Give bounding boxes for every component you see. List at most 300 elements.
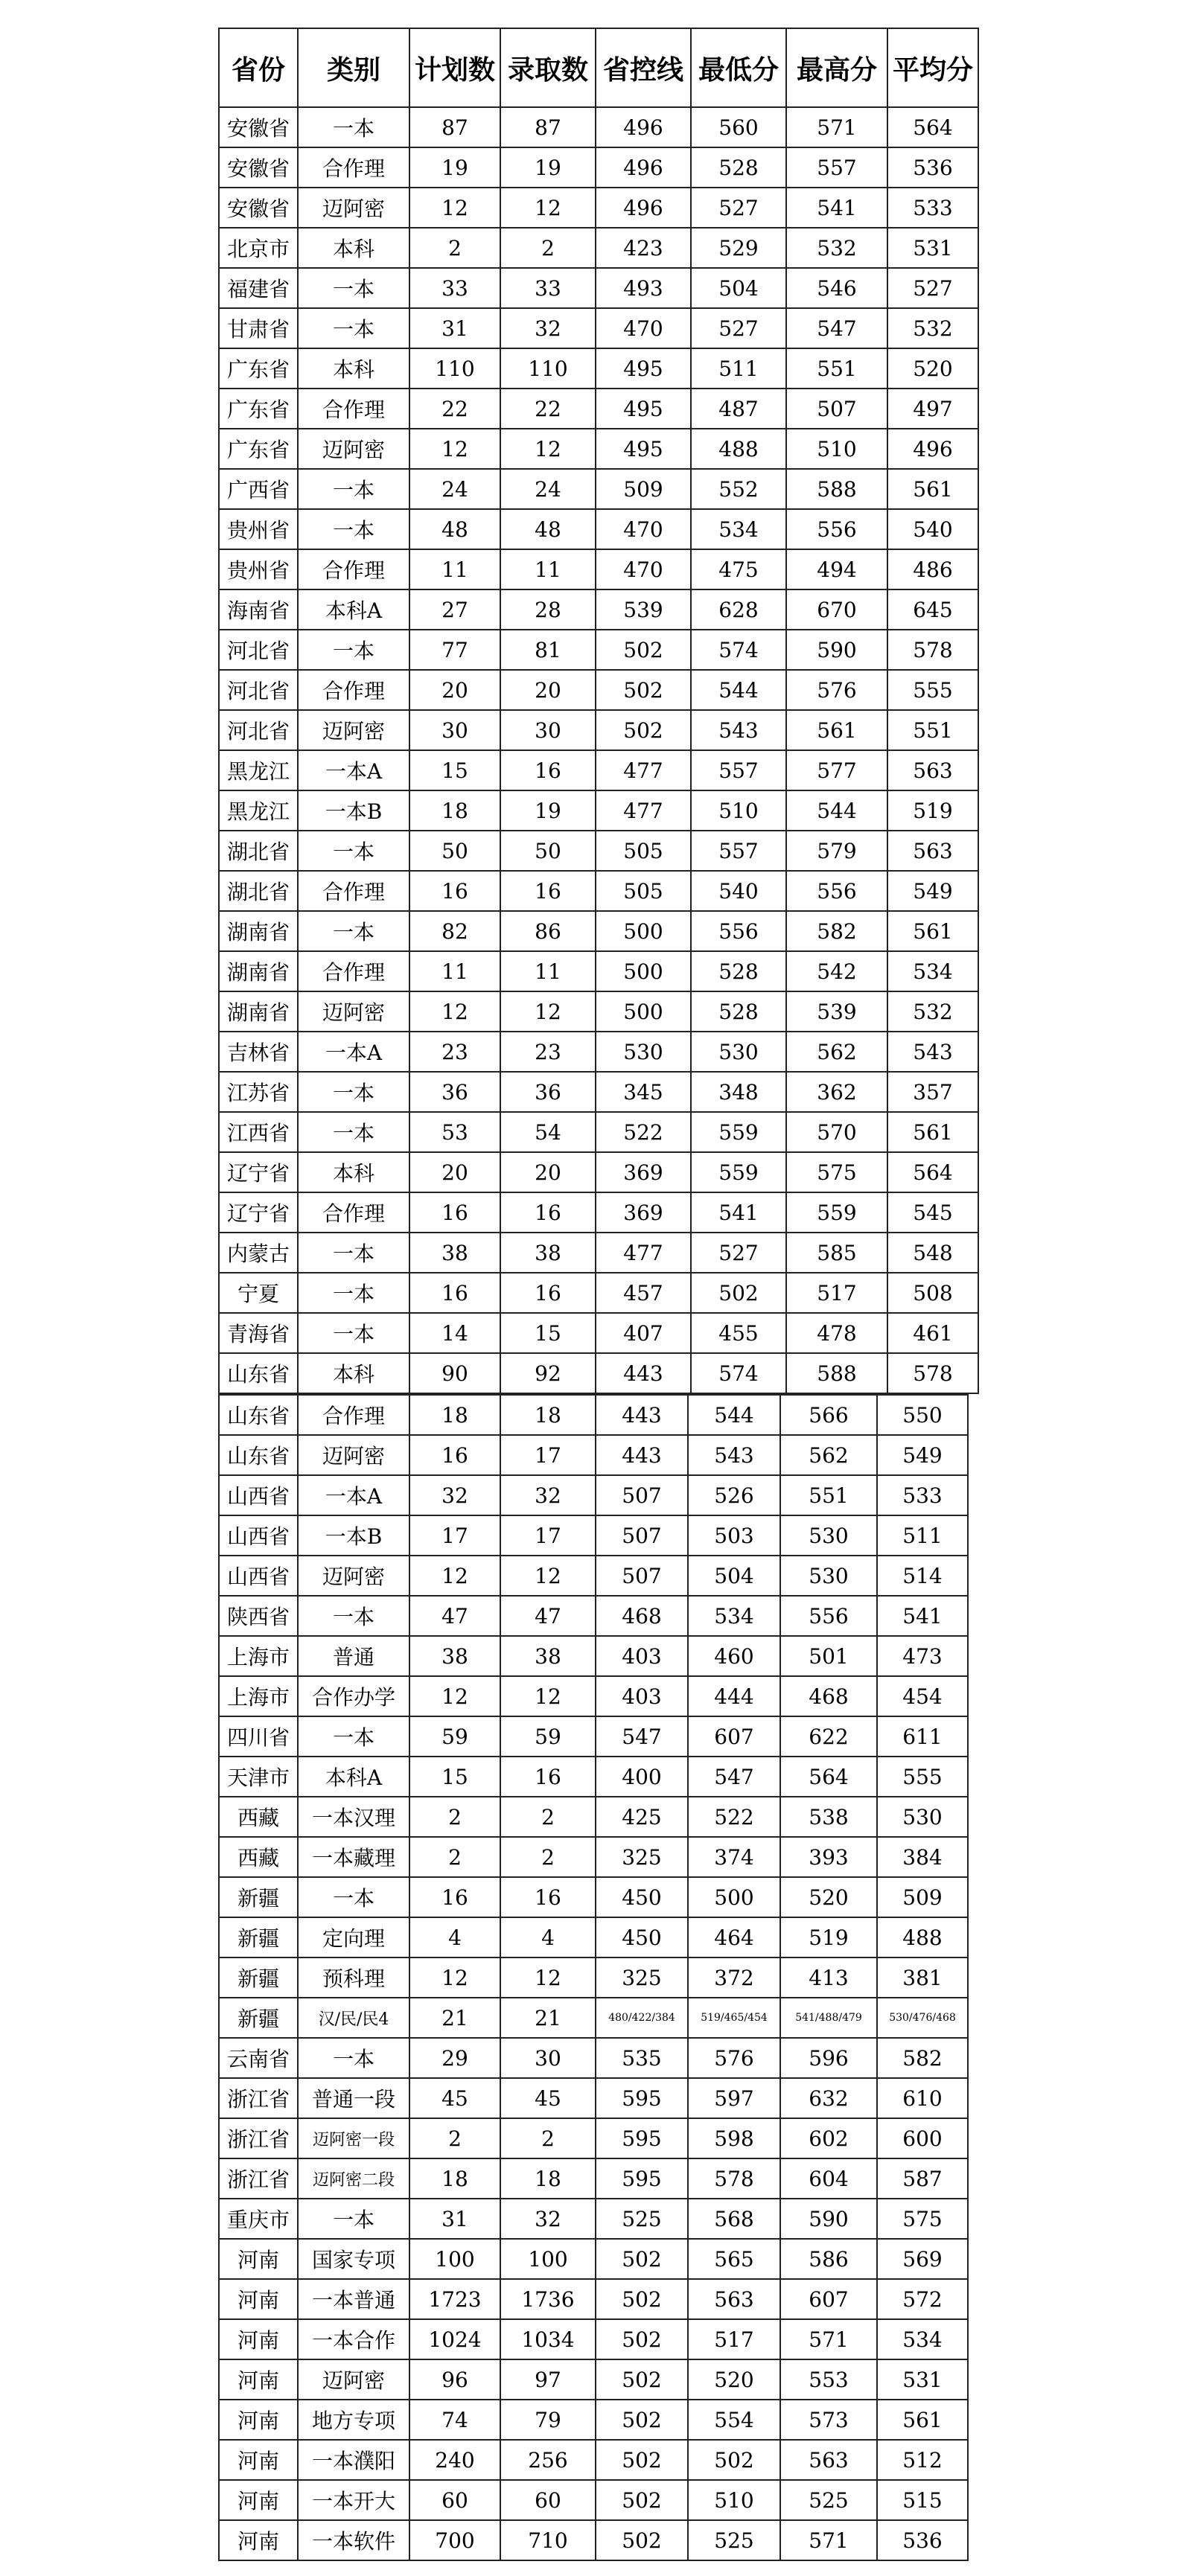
table-row: [219, 1957, 968, 1998]
table-cell: 新疆: [219, 1957, 298, 1998]
table-row: [219, 1313, 978, 1353]
table-cell: 海南省: [219, 589, 298, 630]
table-cell: 496: [596, 188, 691, 228]
table-row: [219, 1716, 968, 1757]
header-cell: 计划数: [409, 28, 500, 107]
table-cell: 510: [786, 429, 887, 469]
table-cell: 合作办学: [298, 1676, 409, 1716]
table-cell: 迈阿密: [298, 429, 409, 469]
table-row: [219, 1837, 968, 1877]
table-cell: 23: [409, 1032, 500, 1072]
table-cell: 重庆市: [219, 2199, 298, 2239]
header-cell: 省份: [219, 28, 298, 107]
table-cell: 西藏: [219, 1797, 298, 1837]
table-cell: 393: [780, 1837, 877, 1877]
table-cell: 贵州省: [219, 549, 298, 589]
table-row: [219, 670, 978, 710]
table-cell: 110: [409, 348, 500, 389]
table-cell: 45: [409, 2078, 500, 2118]
table-cell: 348: [691, 1072, 786, 1112]
table-cell: 539: [786, 991, 887, 1032]
table-row: [219, 308, 978, 348]
table-cell: 534: [887, 951, 978, 991]
table-cell: 一本: [298, 1877, 409, 1917]
table-row: [219, 2038, 968, 2078]
admission-score-table-lower: [218, 1394, 969, 2561]
table-cell: 600: [877, 2118, 968, 2158]
table-cell: 563: [688, 2279, 780, 2319]
table-cell: 502: [596, 2359, 688, 2400]
table-cell: 545: [887, 1192, 978, 1233]
table-cell: 548: [887, 1233, 978, 1273]
table-cell: 517: [688, 2319, 780, 2359]
table-cell: 18: [500, 2158, 596, 2199]
table-row: [219, 1797, 968, 1837]
table-cell: 527: [887, 268, 978, 308]
table-cell: 611: [877, 1716, 968, 1757]
table-cell: 一本软件: [298, 2520, 409, 2560]
table-cell: 54: [500, 1112, 596, 1152]
table-cell: 413: [780, 1957, 877, 1998]
table-cell: 16: [500, 750, 596, 790]
table-cell: 632: [780, 2078, 877, 2118]
table-cell: 565: [688, 2239, 780, 2279]
table-row: [219, 549, 978, 589]
table-cell: 509: [877, 1877, 968, 1917]
table-cell: 河北省: [219, 670, 298, 710]
table-cell: 38: [500, 1233, 596, 1273]
table-cell: 556: [786, 871, 887, 911]
table-cell: 547: [596, 1716, 688, 1757]
table-cell: 509: [596, 469, 691, 509]
table-cell: 502: [688, 2440, 780, 2480]
table-cell: 一本濮阳: [298, 2440, 409, 2480]
table-row: [219, 228, 978, 268]
table-cell: 502: [596, 2319, 688, 2359]
table-cell: 507: [596, 1515, 688, 1556]
table-cell: 500: [596, 991, 691, 1032]
table-cell: 535: [596, 2038, 688, 2078]
table-cell: 38: [409, 1636, 500, 1676]
table-cell: 407: [596, 1313, 691, 1353]
table-cell: 551: [887, 710, 978, 750]
table-cell: 571: [786, 107, 887, 147]
table-cell: 一本: [298, 308, 409, 348]
table-cell: 345: [596, 1072, 691, 1112]
table-cell: 本科: [298, 1353, 409, 1393]
table-cell: 551: [780, 1475, 877, 1515]
table-row: [219, 710, 978, 750]
table-cell: 595: [596, 2118, 688, 2158]
table-row: [219, 1112, 978, 1152]
table-cell: 496: [596, 147, 691, 188]
table-cell: 82: [409, 911, 500, 951]
table-row: [219, 2480, 968, 2520]
table-cell: 湖南省: [219, 991, 298, 1032]
table-cell: 540: [691, 871, 786, 911]
table-cell: 15: [409, 1757, 500, 1797]
table-cell: 550: [877, 1395, 968, 1435]
table-cell: 14: [409, 1313, 500, 1353]
table-cell: 530: [877, 1797, 968, 1837]
table-cell: 540: [887, 509, 978, 549]
table-row: [219, 389, 978, 429]
table-cell: 504: [691, 268, 786, 308]
table-cell: 622: [780, 1716, 877, 1757]
table-cell: 561: [786, 710, 887, 750]
table-cell: 400: [596, 1757, 688, 1797]
table-cell: 530/476/468: [877, 1998, 968, 2038]
table-cell: 532: [887, 308, 978, 348]
header-cell: 最低分: [691, 28, 786, 107]
table-cell: 32: [500, 308, 596, 348]
table-cell: 543: [688, 1435, 780, 1475]
table-cell: 一本A: [298, 1032, 409, 1072]
table-cell: 2: [409, 1797, 500, 1837]
table-body-upper: [219, 107, 978, 1393]
table-cell: 安徽省: [219, 107, 298, 147]
table-row: [219, 147, 978, 188]
table-cell: 504: [688, 1556, 780, 1596]
table-cell: 560: [691, 107, 786, 147]
table-cell: 510: [691, 790, 786, 831]
table-cell: 515: [877, 2480, 968, 2520]
table-cell: 迈阿密二段: [298, 2158, 409, 2199]
table-cell: 362: [786, 1072, 887, 1112]
table-cell: 566: [780, 1395, 877, 1435]
table-cell: 32: [500, 2199, 596, 2239]
table-cell: 555: [877, 1757, 968, 1797]
table-cell: 西藏: [219, 1837, 298, 1877]
table-cell: 合作理: [298, 670, 409, 710]
table-cell: 合作理: [298, 147, 409, 188]
table-cell: 30: [409, 710, 500, 750]
table-cell: 90: [409, 1353, 500, 1393]
table-cell: 迈阿密: [298, 1556, 409, 1596]
table-cell: 495: [596, 429, 691, 469]
table-cell: 16: [500, 1273, 596, 1313]
table-cell: 528: [691, 147, 786, 188]
table-cell: 2: [409, 228, 500, 268]
table-cell: 4: [409, 1917, 500, 1957]
table-cell: 325: [596, 1957, 688, 1998]
table-cell: 60: [409, 2480, 500, 2520]
table-cell: 18: [500, 1395, 596, 1435]
table-header-row: [219, 28, 978, 107]
table-cell: 495: [596, 348, 691, 389]
table-cell: 47: [500, 1596, 596, 1636]
table-cell: 贵州省: [219, 509, 298, 549]
header-cell: 最高分: [786, 28, 887, 107]
table-cell: 541: [691, 1192, 786, 1233]
table-cell: 59: [409, 1716, 500, 1757]
table-cell: 广东省: [219, 389, 298, 429]
table-cell: 湖北省: [219, 831, 298, 871]
table-cell: 汉/民/民4: [298, 1998, 409, 2038]
table-cell: 502: [596, 670, 691, 710]
table-cell: 461: [887, 1313, 978, 1353]
table-cell: 507: [596, 1556, 688, 1596]
table-cell: 526: [688, 1475, 780, 1515]
table-cell: 473: [877, 1636, 968, 1676]
table-cell: 广东省: [219, 348, 298, 389]
table-cell: 21: [500, 1998, 596, 2038]
table-cell: 1723: [409, 2279, 500, 2319]
table-cell: 590: [786, 630, 887, 670]
table-cell: 湖北省: [219, 871, 298, 911]
table-cell: 628: [691, 589, 786, 630]
table-cell: 河南: [219, 2400, 298, 2440]
table-cell: 477: [596, 1233, 691, 1273]
table-cell: 530: [780, 1515, 877, 1556]
table-cell: 11: [409, 951, 500, 991]
table-cell: 59: [500, 1716, 596, 1757]
table-row: [219, 2239, 968, 2279]
table-cell: 514: [877, 1556, 968, 1596]
table-cell: 598: [688, 2118, 780, 2158]
table-cell: 532: [887, 991, 978, 1032]
table-cell: 525: [596, 2199, 688, 2239]
table-cell: 16: [500, 1192, 596, 1233]
table-cell: 468: [596, 1596, 688, 1636]
table-cell: 579: [786, 831, 887, 871]
table-cell: 合作理: [298, 389, 409, 429]
table-cell: 24: [409, 469, 500, 509]
table-cell: 488: [691, 429, 786, 469]
table-cell: 555: [887, 670, 978, 710]
table-cell: 12: [409, 429, 500, 469]
table-cell: 475: [691, 549, 786, 589]
table-cell: 470: [596, 308, 691, 348]
table-cell: 本科: [298, 348, 409, 389]
table-cell: 12: [500, 1676, 596, 1716]
table-cell: 河南: [219, 2480, 298, 2520]
table-row: [219, 1757, 968, 1797]
table-cell: 502: [596, 2520, 688, 2560]
table-cell: 582: [786, 911, 887, 951]
table-cell: 浙江省: [219, 2158, 298, 2199]
header-cell: 平均分: [887, 28, 978, 107]
table-cell: 12: [500, 429, 596, 469]
table-cell: 477: [596, 750, 691, 790]
table-cell: 一本A: [298, 750, 409, 790]
table-cell: 合作理: [298, 549, 409, 589]
table-cell: 450: [596, 1917, 688, 1957]
table-cell: 38: [409, 1233, 500, 1273]
table-row: [219, 991, 978, 1032]
table-cell: 511: [877, 1515, 968, 1556]
table-cell: 12: [409, 1957, 500, 1998]
table-row: [219, 630, 978, 670]
table-cell: 561: [887, 911, 978, 951]
table-row: [219, 2440, 968, 2480]
table-cell: 256: [500, 2440, 596, 2480]
table-row: [219, 2520, 968, 2560]
table-cell: 530: [780, 1556, 877, 1596]
table-cell: 541: [786, 188, 887, 228]
table-cell: 574: [691, 630, 786, 670]
table-cell: 一本: [298, 630, 409, 670]
table-cell: 561: [887, 469, 978, 509]
table-cell: 578: [887, 1353, 978, 1393]
table-cell: 迈阿密: [298, 1435, 409, 1475]
table-cell: 556: [780, 1596, 877, 1636]
table-cell: 563: [887, 750, 978, 790]
table-cell: 240: [409, 2440, 500, 2480]
table-cell: 495: [596, 389, 691, 429]
table-cell: 合作理: [298, 871, 409, 911]
table-cell: 38: [500, 1636, 596, 1676]
table-cell: 563: [887, 831, 978, 871]
table-cell: 48: [409, 509, 500, 549]
table-cell: 520: [887, 348, 978, 389]
table-cell: 502: [596, 2400, 688, 2440]
table-cell: 吉林省: [219, 1032, 298, 1072]
table-cell: 上海市: [219, 1676, 298, 1716]
table-cell: 迈阿密: [298, 188, 409, 228]
table-row: [219, 1636, 968, 1676]
table-cell: 12: [500, 991, 596, 1032]
table-cell: 36: [500, 1072, 596, 1112]
table-row: [219, 1395, 968, 1435]
table-cell: 487: [691, 389, 786, 429]
table-cell: 一本: [298, 2038, 409, 2078]
table-row: [219, 1475, 968, 1515]
table-cell: 新疆: [219, 1917, 298, 1957]
table-cell: 546: [786, 268, 887, 308]
table-cell: 湖南省: [219, 951, 298, 991]
table-cell: 宁夏: [219, 1273, 298, 1313]
table-cell: 河南: [219, 2319, 298, 2359]
table-cell: 47: [409, 1596, 500, 1636]
table-cell: 18: [409, 790, 500, 831]
table-cell: 国家专项: [298, 2239, 409, 2279]
table-row: [219, 1192, 978, 1233]
table-cell: 2: [500, 2118, 596, 2158]
table-cell: 539: [596, 589, 691, 630]
table-cell: 16: [409, 1273, 500, 1313]
table-cell: 527: [691, 1233, 786, 1273]
table-cell: 536: [877, 2520, 968, 2560]
table-cell: 578: [688, 2158, 780, 2199]
table-row: [219, 1072, 978, 1112]
table-cell: 541/488/479: [780, 1998, 877, 2038]
table-cell: 110: [500, 348, 596, 389]
table-cell: 安徽省: [219, 188, 298, 228]
table-cell: 16: [500, 1877, 596, 1917]
table-cell: 562: [786, 1032, 887, 1072]
table-cell: 503: [688, 1515, 780, 1556]
table-cell: 530: [596, 1032, 691, 1072]
table-cell: 一本A: [298, 1475, 409, 1515]
table-cell: 迈阿密: [298, 2359, 409, 2400]
table-cell: 403: [596, 1676, 688, 1716]
header-cell: 省控线: [596, 28, 691, 107]
table-cell: 527: [691, 188, 786, 228]
table-cell: 100: [409, 2239, 500, 2279]
table-cell: 455: [691, 1313, 786, 1353]
table-cell: 本科: [298, 1152, 409, 1192]
table-cell: 30: [500, 2038, 596, 2078]
table-cell: 645: [887, 589, 978, 630]
table-cell: 556: [691, 911, 786, 951]
table-cell: 460: [688, 1636, 780, 1676]
table-cell: 557: [786, 147, 887, 188]
table-cell: 530: [691, 1032, 786, 1072]
table-cell: 500: [596, 951, 691, 991]
table-row: [219, 1556, 968, 1596]
table-cell: 19: [500, 147, 596, 188]
table-cell: 地方专项: [298, 2400, 409, 2440]
table-row: [219, 1676, 968, 1716]
table-cell: 571: [780, 2520, 877, 2560]
table-cell: 607: [688, 1716, 780, 1757]
table-cell: 500: [596, 911, 691, 951]
table-cell: 577: [786, 750, 887, 790]
table-cell: 564: [887, 107, 978, 147]
table-cell: 505: [596, 831, 691, 871]
table-cell: 12: [500, 1957, 596, 1998]
table-cell: 河南: [219, 2440, 298, 2480]
table-cell: 444: [688, 1676, 780, 1716]
table-cell: 502: [596, 2480, 688, 2520]
table-cell: 602: [780, 2118, 877, 2158]
table-cell: 50: [500, 831, 596, 871]
table-cell: 16: [409, 1435, 500, 1475]
table-cell: 浙江省: [219, 2078, 298, 2118]
table-cell: 494: [786, 549, 887, 589]
table-cell: 山西省: [219, 1556, 298, 1596]
table-cell: 16: [500, 1757, 596, 1797]
table-cell: 一本合作: [298, 2319, 409, 2359]
table-row: [219, 750, 978, 790]
table-cell: 564: [780, 1757, 877, 1797]
table-cell: 32: [409, 1475, 500, 1515]
table-cell: 福建省: [219, 268, 298, 308]
table-row: [219, 188, 978, 228]
table-cell: 522: [688, 1797, 780, 1837]
table-cell: 陕西省: [219, 1596, 298, 1636]
table-cell: 532: [786, 228, 887, 268]
table-cell: 一本: [298, 831, 409, 871]
table-cell: 497: [887, 389, 978, 429]
table-cell: 478: [786, 1313, 887, 1353]
table-cell: 573: [780, 2400, 877, 2440]
table-cell: 604: [780, 2158, 877, 2199]
table-cell: 四川省: [219, 1716, 298, 1757]
table-cell: 北京市: [219, 228, 298, 268]
table-cell: 559: [786, 1192, 887, 1233]
table-cell: 457: [596, 1273, 691, 1313]
table-cell: 河南: [219, 2239, 298, 2279]
table-row: [219, 2319, 968, 2359]
table-cell: 525: [688, 2520, 780, 2560]
table-cell: 480/422/384: [596, 1998, 688, 2038]
table-cell: 12: [409, 188, 500, 228]
table-cell: 11: [500, 951, 596, 991]
table-cell: 569: [877, 2239, 968, 2279]
table-cell: 广东省: [219, 429, 298, 469]
table-cell: 502: [596, 710, 691, 750]
table-cell: 17: [500, 1435, 596, 1475]
table-cell: 595: [596, 2158, 688, 2199]
table-cell: 531: [887, 228, 978, 268]
table-cell: 一本: [298, 509, 409, 549]
table-cell: 2: [500, 228, 596, 268]
table-cell: 普通一段: [298, 2078, 409, 2118]
table-cell: 11: [409, 549, 500, 589]
table-cell: 山东省: [219, 1395, 298, 1435]
